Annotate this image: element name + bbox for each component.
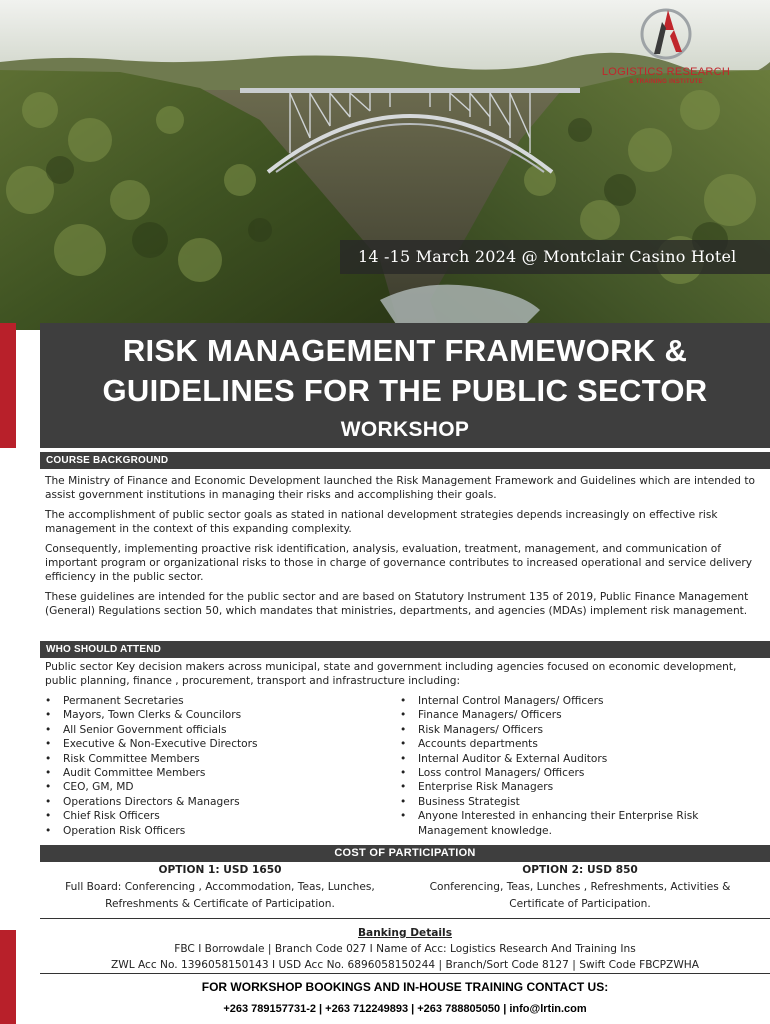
list-item: • Business Strategist	[400, 795, 730, 809]
list-item: • Anyone Interested in enhancing their Enterprise Risk Management knowledge.	[400, 809, 730, 838]
option-1	[40, 862, 400, 913]
contact-details[interactable]: +263 789157731-2 | +263 712249893 | +263 788805050 | info@lrtin.com	[223, 1003, 587, 1015]
red-accent-bar-top	[0, 323, 16, 448]
option-1-details-line-2: Refreshments & Certificate of Participation.	[105, 898, 335, 910]
list-item: • Internal Auditor & External Auditors	[400, 752, 730, 766]
option-2-title: OPTION 2: USD 850	[522, 864, 638, 876]
background-paragraph: The accomplishment of public sector goals as stated in national development strategies depends increasingly on effective risk management in the context of this expanding complexity.	[45, 509, 718, 535]
logo-subname: & TRAINING INSTITUTE	[629, 79, 703, 85]
banking-line-2: ZWL Acc No. 1396058150143 I USD Acc No. 6896058150244 | Branch/Sort Code 8127 | Swift Code FBCPZWHA	[110, 959, 700, 971]
course-background-text	[45, 474, 767, 624]
background-paragraph: Consequently, implementing proactive risk identification, analysis, evaluation, treatment, management, and communication of important program or organizational risks to those in charge of governance contributes to increased operational and service delivery efficiency in the public sector.	[45, 543, 753, 583]
option-2-details-line-1: Conferencing, Teas, Lunches , Refreshments, Activities &	[429, 881, 731, 893]
hero-photo	[0, 0, 770, 330]
option-1-title: OPTION 1: USD 1650	[158, 864, 282, 876]
page-title	[40, 331, 770, 411]
title-band	[40, 323, 770, 448]
who-should-attend-heading: WHO SHOULD ATTEND	[40, 641, 770, 658]
list-item: • Operation Risk Officers	[45, 824, 375, 838]
list-item: • Executive & Non-Executive Directors	[45, 737, 375, 751]
background-paragraph: These guidelines are intended for the public sector and are based on Statutory Instrument 135 of 2019, Public Finance Management (General) Regulations section 50, which mandates that ministries, departments, and agencies (MDAs) implement risk management.	[45, 591, 749, 617]
list-item: • Loss control Managers/ Officers	[400, 766, 730, 780]
background-paragraph: The Ministry of Finance and Economic Development launched the Risk Management Framework and Guidelines which are intended to assist government institutions in managing their risks and accomplishing their goals.	[45, 475, 755, 501]
date-venue-banner: 14 -15 March 2024 @ Montclair Casino Hotel	[340, 240, 770, 274]
title-line-1: RISK MANAGEMENT FRAMEWORK &	[122, 333, 688, 368]
list-item: • Mayors, Town Clerks & Councilors	[45, 708, 375, 722]
list-item: • Audit Committee Members	[45, 766, 375, 780]
option-2-details-line-2: Certificate of Participation.	[509, 898, 651, 910]
course-background-heading: COURSE BACKGROUND	[40, 452, 770, 469]
logo-mark-icon	[596, 4, 736, 66]
list-item: • Enterprise Risk Managers	[400, 780, 730, 794]
option-2	[400, 862, 760, 913]
title-workshop: WORKSHOP	[340, 418, 470, 441]
banking-line-1: FBC I Borrowdale | Branch Code 027 I Name of Acc: Logistics Research And Training Ins	[174, 943, 636, 955]
cost-of-participation-heading: COST OF PARTICIPATION	[40, 845, 770, 862]
institute-logo	[596, 4, 736, 86]
option-1-details-line-1: Full Board: Conferencing , Accommodation, Teas, Lunches,	[65, 881, 375, 893]
red-accent-bar-bottom	[0, 930, 16, 1024]
list-item: • Internal Control Managers/ Officers	[400, 694, 730, 708]
banking-details	[40, 925, 770, 973]
list-item: • Permanent Secretaries	[45, 694, 375, 708]
contact-heading: FOR WORKSHOP BOOKINGS AND IN-HOUSE TRAINING CONTACT US:	[201, 980, 609, 994]
banking-heading: Banking Details	[357, 927, 452, 939]
list-item: • Accounts departments	[400, 737, 730, 751]
divider	[40, 918, 770, 919]
audience-list-left	[45, 694, 375, 838]
list-item: • Operations Directors & Managers	[45, 795, 375, 809]
list-item: • Risk Committee Members	[45, 752, 375, 766]
audience-list-right	[400, 694, 730, 838]
title-line-2: GUIDELINES FOR THE PUBLIC SECTOR	[102, 373, 708, 408]
audience-intro: Public sector Key decision makers across municipal, state and government including agencies focused on economic development, public planning, finance , procurement, transport and infrastructure including:	[45, 661, 737, 687]
divider	[40, 973, 770, 974]
list-item: • All Senior Government officials	[45, 723, 375, 737]
list-item: • Finance Managers/ Officers	[400, 708, 730, 722]
logo-name: LOGISTICS RESEARCH	[601, 66, 731, 78]
list-item: • Risk Managers/ Officers	[400, 723, 730, 737]
list-item: • CEO, GM, MD	[45, 780, 375, 794]
list-item: • Chief Risk Officers	[45, 809, 375, 823]
